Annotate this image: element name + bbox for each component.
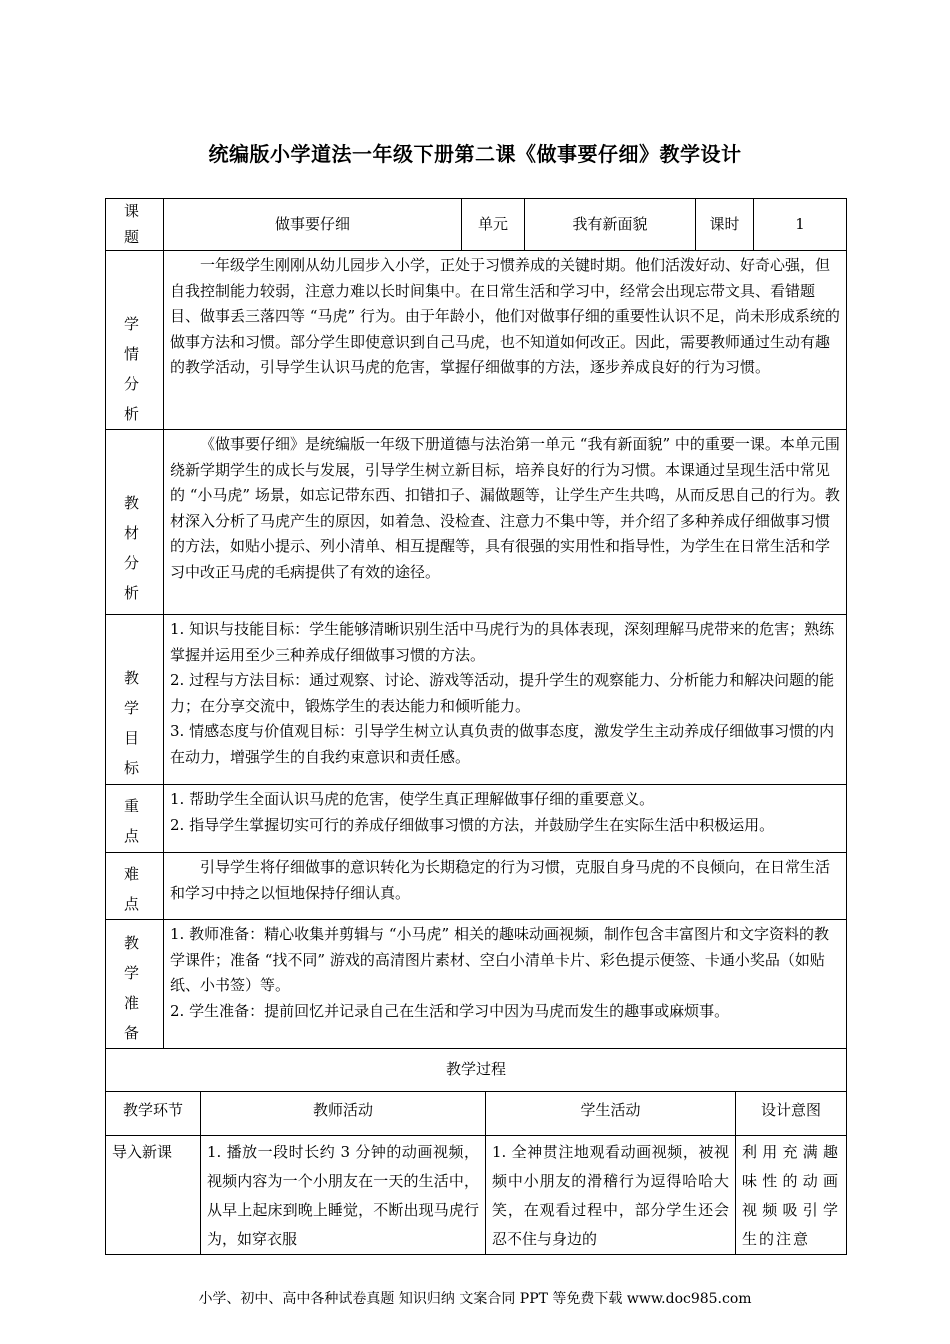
topic-label: 课 题 xyxy=(106,199,164,251)
section-label: 教 学 目 标 xyxy=(106,615,164,785)
section-paragraph: 1. 知识与技能目标：学生能够清晰识别生活中马虎行为的具体表现，深刻理解马虎带来的危害；熟练掌握并运用至少三种养成仔细做事习惯的方法。 xyxy=(170,620,835,664)
section-row xyxy=(106,430,847,615)
section-row xyxy=(106,920,847,1049)
section-label: 难 点 xyxy=(106,853,164,920)
section-paragraph: 1. 教师准备：精心收集并剪辑与 “小马虎” 相关的趣味动画视频，制作包含丰富图片和文字资料的教学课件；准备 “找不同” 游戏的高清图片素材、空白小清单卡片、彩色提示便签、卡通小奖品（如贴纸、小书签）等。 xyxy=(170,925,829,994)
unit-value: 我有新面貌 xyxy=(525,199,696,251)
section-paragraph: 一年级学生刚刚从幼儿园步入小学，正处于习惯养成的关键时期。他们活泼好动、好奇心强，但自我控制能力较弱，注意力难以长时间集中。在日常生活和学习中，经常会出现忘带文具、看错题目、做事丢三落四等 “马虎” 行为。由于年龄小，他们对做事仔细的重要性认识不足，尚未形成系统的做事方法和习惯。部分学生即使意识到自己马虎，也不知道如何改正。因此，需要教师通过生动有趣的教学活动，引导学生认识马虎的危害，掌握仔细做事的方法，逐步养成良好的行为习惯。 xyxy=(170,256,840,376)
section-content xyxy=(164,785,847,853)
process-row xyxy=(106,1135,847,1254)
page-title: 统编版小学道法一年级下册第二课《做事要仔细》教学设计 xyxy=(208,142,742,166)
process-title: 教学过程 xyxy=(106,1049,847,1091)
page-footer: 小学、初中、高中各种试卷真题 知识归纳 文案合同 PPT 等免费下载 www.doc985.com xyxy=(198,1291,752,1307)
process-header-teacher: 教师活动 xyxy=(201,1091,486,1135)
section-paragraph: 2. 指导学生掌握切实可行的养成仔细做事习惯的方法，并鼓励学生在实际生活中积极运用。 xyxy=(170,815,775,834)
section-label: 教 学 准 备 xyxy=(106,920,164,1049)
section-paragraph: 《做事要仔细》是统编版一年级下册道德与法治第一单元 “我有新面貌” 中的重要一课。本单元围绕新学期学生的成长与发展，引导学生树立新目标，培养良好的行为习惯。本课通过呈现生活中常见的 “小马虎” 场景，如忘记带东西、扣错扣子、漏做题等，让学生产生共鸣，从而反思自己的行为。教材深入分析了马虎产生的原因，如着急、没检查、注意力不集中等，并介绍了多种养成仔细做事习惯的方法，如贴小提示、列小清单、相互提醒等，具有很强的实用性和指导性，为学生在日常生活和学习中改正马虎的毛病提供了有效的途径。 xyxy=(170,435,840,581)
section-content xyxy=(164,920,847,1049)
section-paragraph: 1. 帮助学生全面认识马虎的危害，使学生真正理解做事仔细的重要意义。 xyxy=(170,790,655,808)
process-intent-cell: 利用充满趣味性的动画视频吸引学生的注意 xyxy=(736,1135,847,1254)
hours-value: 1 xyxy=(754,199,847,251)
process-teacher-cell: 1. 播放一段时长约 3 分钟的动画视频，视频内容为一个小朋友在一天的生活中，从早上起床到晚上睡觉，不断出现马虎行为，如穿衣服 xyxy=(201,1135,486,1254)
section-content xyxy=(164,430,847,615)
section-row xyxy=(106,785,847,853)
section-paragraph: 2. 过程与方法目标：通过观察、讨论、游戏等活动，提升学生的观察能力、分析能力和解决问题的能力；在分享交流中，锻炼学生的表达能力和倾听能力。 xyxy=(170,671,835,715)
process-header-intent: 设计意图 xyxy=(736,1091,847,1135)
process-student-cell: 1. 全神贯注地观看动画视频，被视频中小朋友的滑稽行为逗得哈哈大笑，在观看过程中，部分学生还会忍不住与身边的 xyxy=(486,1135,736,1254)
section-label: 学 情 分 析 xyxy=(106,251,164,430)
topic-value: 做事要仔细 xyxy=(164,199,462,251)
lesson-plan-table xyxy=(105,198,846,1255)
process-title-row xyxy=(106,1049,847,1091)
process-header-student: 学生活动 xyxy=(486,1091,736,1135)
section-paragraph: 2. 学生准备：提前回忆并记录自己在生活和学习中因为马虎而发生的趣事或麻烦事。 xyxy=(170,1001,730,1020)
process-header-row xyxy=(106,1091,847,1135)
section-paragraph: 引导学生将仔细做事的意识转化为长期稳定的行为习惯，克服自身马虎的不良倾向，在日常生活和学习中持之以恒地保持仔细认真。 xyxy=(170,858,831,902)
section-row xyxy=(106,615,847,785)
process-stage-cell: 导入新课 xyxy=(106,1135,201,1254)
unit-label: 单元 xyxy=(462,199,525,251)
section-row xyxy=(106,853,847,920)
section-label: 教 材 分 析 xyxy=(106,430,164,615)
hours-label: 课时 xyxy=(696,199,754,251)
section-row xyxy=(106,251,847,430)
section-paragraph: 3. 情感态度与价值观目标：引导学生树立认真负责的做事态度，激发学生主动养成仔细做事习惯的内在动力，增强学生的自我约束意识和责任感。 xyxy=(170,722,835,766)
section-content xyxy=(164,615,847,785)
header-row xyxy=(106,199,847,251)
process-header-stage: 教学环节 xyxy=(106,1091,201,1135)
section-content xyxy=(164,251,847,430)
section-content xyxy=(164,853,847,920)
section-label: 重 点 xyxy=(106,785,164,853)
